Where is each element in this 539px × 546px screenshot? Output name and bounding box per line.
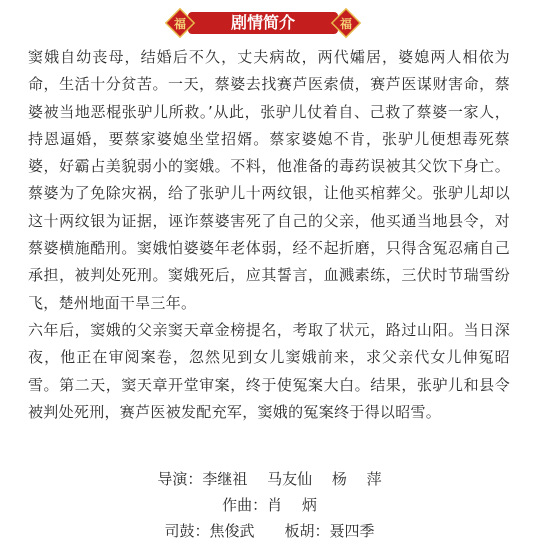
fu-icon (330, 7, 362, 39)
credit-drummer-banhu: 司鼓：焦俊武 板胡：聂四季 (164, 522, 375, 540)
banner-title: 剧情简介 (230, 13, 295, 32)
synopsis-body (28, 44, 510, 426)
credit-director: 导演：李继祖 马友仙 杨 萍 (157, 470, 382, 488)
svg-text:福: 福 (339, 17, 353, 31)
synopsis-paragraph: 六年后，窦娥的父亲窦天章金榜提名，考取了状元，路过山阳。当日深夜，他正在审阅案卷，忽然见到女儿窦娥前来，求父亲代女儿伸冤昭雪。第二天，窦天章开堂审案，终于使冤案大白。结果，张驴儿和县令被判处死刑，赛芦医被发配充军，窦娥的冤案终于得以昭雪。 (28, 320, 510, 421)
synopsis-paragraph: 窦娥自幼丧母，结婚后不久，丈夫病故，两代孀居，婆媳两人相依为命，生活十分贫苦。一天，蔡婆去找赛芦医索债，赛芦医谋财害命，蔡婆被当地恶棍张驴儿所救。’从此，张驴儿仗着自、己救了蔡婆一家人，持恩逼婚，要蔡家婆媳坐堂招婿。蔡家婆媳不肯，张驴儿便想毒死蔡婆，好霸占美貌弱小的窦娥。不料，他准备的毒药误被其父饮下身亡。蔡婆为了免除灾祸，给了张驴儿十两纹银，让他买棺葬父。张驴儿却以这十两纹银为证据，诬诈蔡婆害死了自己的父亲，他买通当地县令，对蔡婆横施酷刑。窦娥怕婆婆年老体弱，经不起折磨，只得含冤忍痛自己承担，被判处死刑。窦娥死后，应其誓言，血溅素练，三伏时节瑞雪纷飞，楚州地面干旱三年。 (28, 48, 510, 312)
credits (0, 466, 539, 544)
svg-text:福: 福 (173, 17, 187, 31)
section-banner (160, 4, 366, 42)
credit-composer: 作曲：肖 炳 (222, 496, 317, 514)
